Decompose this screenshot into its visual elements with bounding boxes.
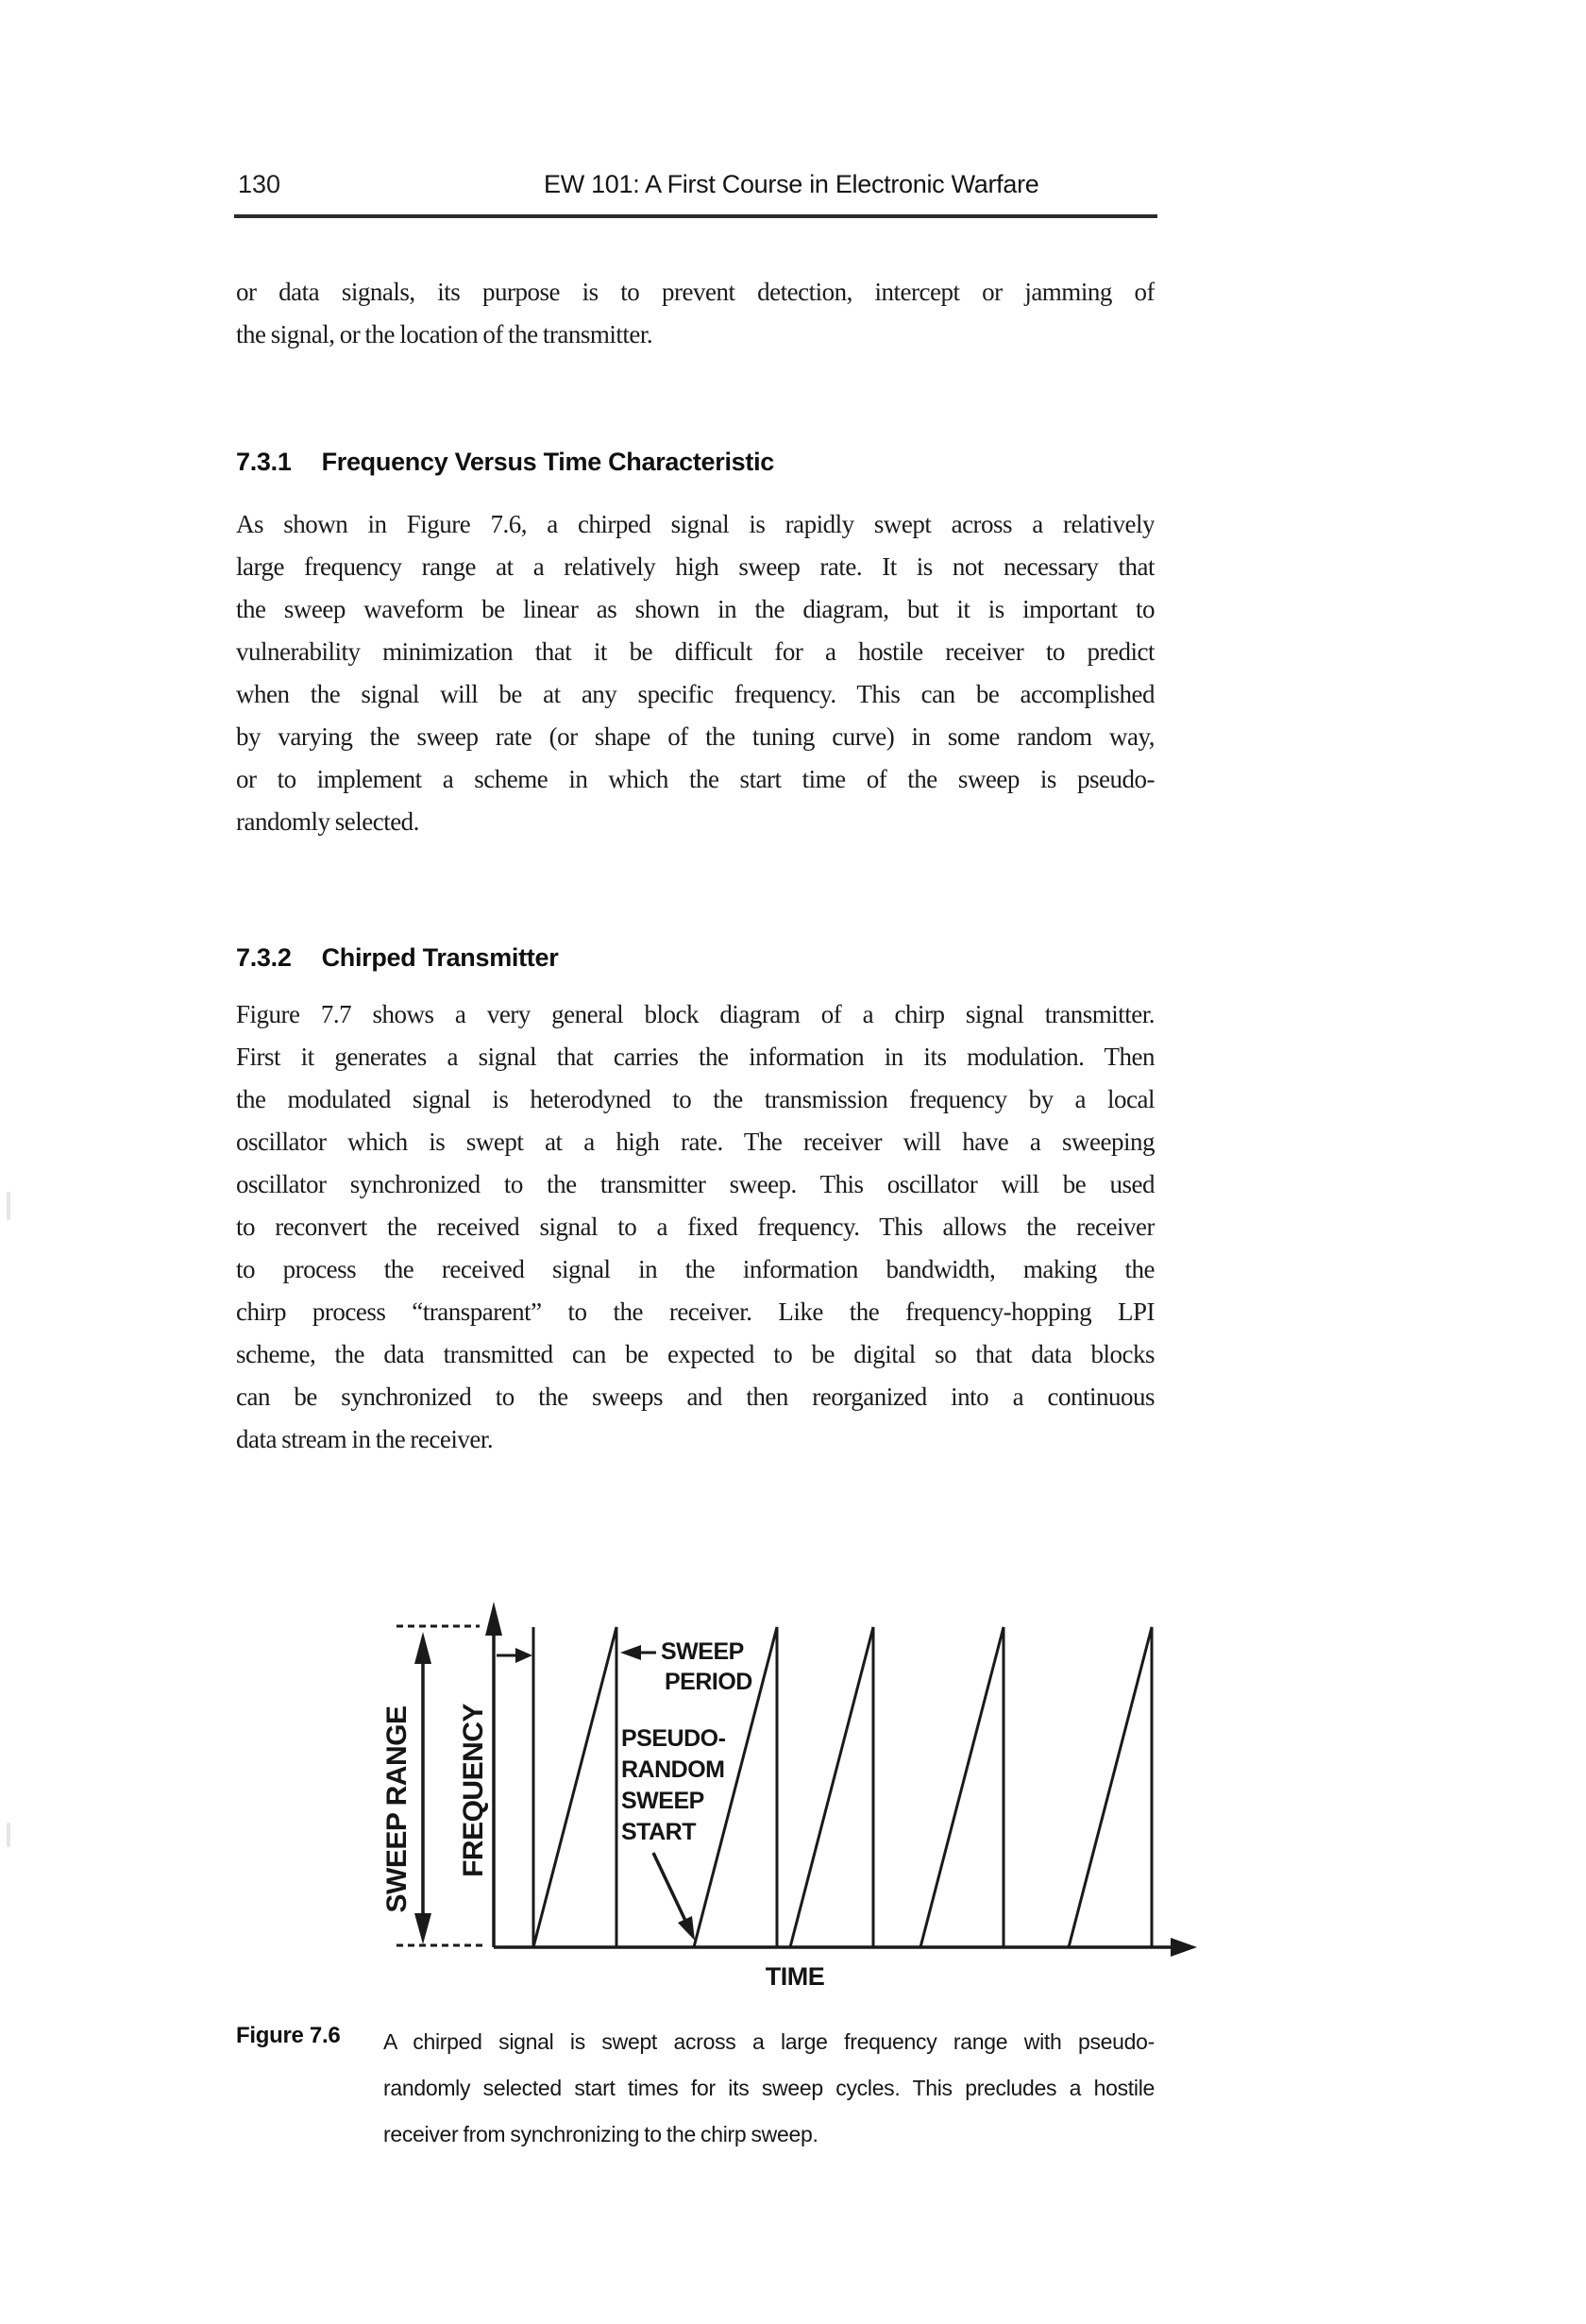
text-line: Figure 7.7 shows a very general block diagram of a chirp signal transmitter. [236, 1000, 1155, 1028]
pseudo-random-label-line4: START [621, 1819, 696, 1845]
text-line: oscillator which is swept at a high rate. The receiver will have a sweeping [236, 1128, 1155, 1156]
pseudo-random-label-line3: SWEEP [621, 1788, 704, 1814]
text-line: by varying the sweep rate (or shape of the tuning curve) in some random way, [236, 722, 1155, 751]
section-heading-732 [236, 943, 558, 973]
time-axis [494, 1938, 1197, 1957]
figure-caption-tag: Figure 7.6 [236, 2023, 341, 2048]
text-line: data stream in the receiver. [236, 1425, 494, 1453]
text-line: or to implement a scheme in which the start time of the sweep is pseudo- [236, 765, 1155, 793]
text-line: to reconvert the received signal to a fixed frequency. This allows the receiver [236, 1213, 1155, 1241]
section-731-paragraph [236, 503, 1155, 843]
intro-paragraph [236, 271, 1155, 356]
text-line: chirp process “transparent” to the receiver. Like the frequency-hopping LPI [236, 1298, 1155, 1326]
figure-7-6-diagram [359, 1577, 1265, 2002]
section-732-paragraph [236, 993, 1155, 1461]
section-number: 7.3.2 [236, 943, 292, 972]
sweep-range-label: SWEEP RANGE [381, 1705, 413, 1913]
sweep-period-right-arrow [497, 1648, 532, 1663]
text-line: can be synchronized to the sweeps and then reorganized into a continuous [236, 1383, 1155, 1411]
running-title: EW 101: A First Course in Electronic Warfare [544, 170, 1039, 198]
sweep-period-label-line2: PERIOD [665, 1669, 752, 1695]
pseudo-random-label-line2: RANDOM [621, 1756, 725, 1783]
pseudo-random-label-line1: PSEUDO- [621, 1725, 726, 1752]
text-line: the modulated signal is heterodyned to the transmission frequency by a local [236, 1085, 1155, 1113]
text-line: As shown in Figure 7.6, a chirped signal is rapidly swept across a relatively [236, 510, 1155, 538]
text-line: the sweep waveform be linear as shown in the diagram, but it is important to [236, 595, 1155, 623]
text-line: to process the received signal in the information bandwidth, making the [236, 1255, 1155, 1283]
text-line: or data signals, its purpose is to prevent detection, intercept or jamming of [236, 278, 1155, 306]
header-rule [234, 214, 1157, 218]
scan-artifact [7, 1823, 10, 1847]
text-line: the signal, or the location of the transmitter. [236, 320, 653, 348]
text-line: vulnerability minimization that it be difficult for a hostile receiver to predict [236, 637, 1155, 666]
text-line: oscillator synchronized to the transmitter sweep. This oscillator will be used [236, 1170, 1155, 1198]
text-line: A chirped signal is swept across a large frequency range with pseudo- [383, 2029, 1155, 2054]
sweep-range-arrow [414, 1632, 431, 1944]
text-line: scheme, the data transmitted can be expected to be digital so that data blocks [236, 1340, 1155, 1368]
figure-caption [383, 2019, 1155, 2158]
text-line: large frequency range at a relatively high sweep rate. It is not necessary that [236, 552, 1155, 581]
section-heading-731 [236, 448, 774, 477]
text-line: First it generates a signal that carries the information in its modulation. Then [236, 1043, 1155, 1071]
section-number: 7.3.1 [236, 448, 292, 476]
section-title: Frequency Versus Time Characteristic [321, 448, 774, 476]
frequency-axis-label: FREQUENCY [458, 1704, 489, 1877]
section-title: Chirped Transmitter [321, 943, 559, 972]
time-axis-label: TIME [765, 1962, 825, 1991]
text-line: receiver from synchronizing to the chirp sweep. [383, 2122, 818, 2146]
sweep-start-pointer-arrow [653, 1853, 695, 1941]
text-line: randomly selected. [236, 807, 419, 836]
sweep-period-label-line1: SWEEP [661, 1638, 744, 1665]
sweep-period-left-arrow [620, 1645, 656, 1660]
scan-artifact [7, 1192, 10, 1220]
page-number: 130 [238, 170, 281, 198]
text-line: when the signal will be at any specific frequency. This can be accomplished [236, 680, 1155, 708]
text-line: randomly selected start times for its sweep cycles. This precludes a hostile [383, 2076, 1155, 2100]
